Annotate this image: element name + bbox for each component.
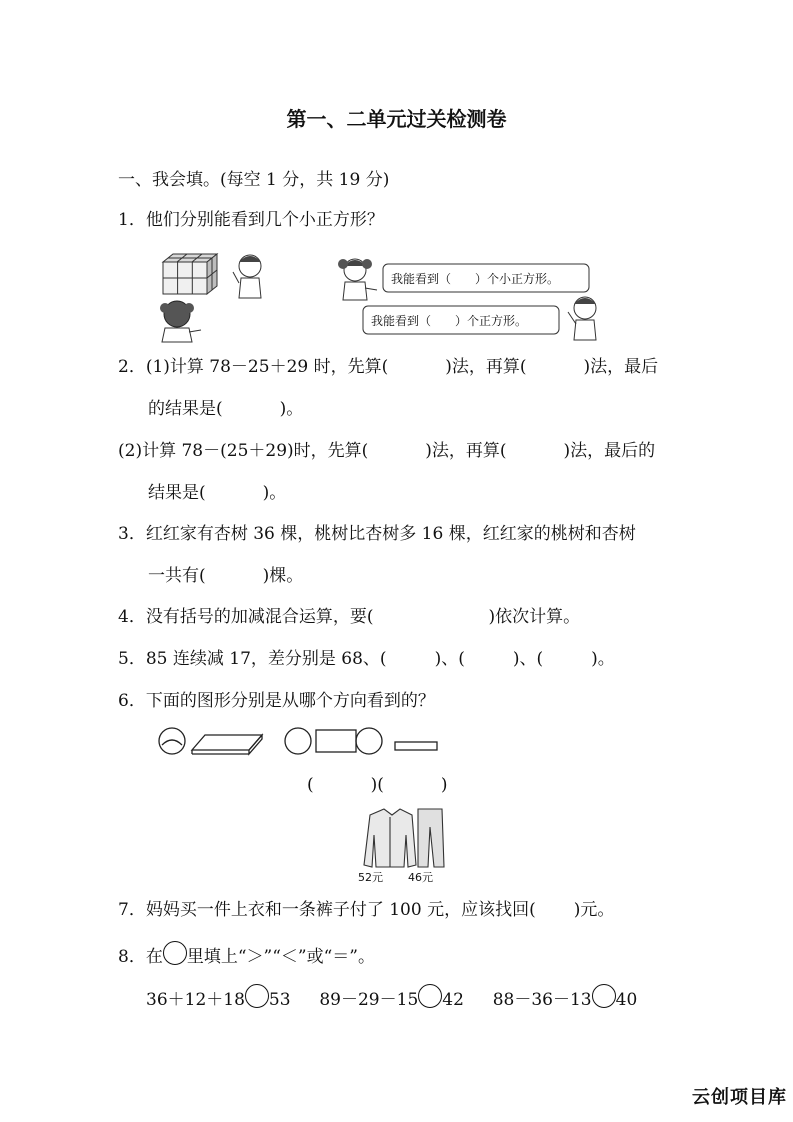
coat-price-label: 52元 xyxy=(358,871,383,884)
answer-circle[interactable] xyxy=(163,941,187,965)
q1-text: 1．他们分别能看到几个小正方形？ xyxy=(118,210,384,230)
q2-part2-line1: (2)计算 78－(25＋29)时，先算( )法，再算( )法，最后的 xyxy=(118,441,656,461)
view-shape-set-2 xyxy=(285,728,437,754)
watermark-text: 云创项目库 xyxy=(692,1087,787,1108)
answer-circle[interactable] xyxy=(418,984,442,1008)
girl-figure-1 xyxy=(160,301,201,342)
q1-illustration xyxy=(155,250,715,345)
q6-answer-parens: ( )( ) xyxy=(307,775,448,795)
pants-price-label: 46元 xyxy=(408,871,433,884)
clothing-illustration xyxy=(350,805,450,885)
q3-line1: 3．红红家有杏树 36 棵，桃树比杏树多 16 棵，红红家的桃树和杏树 xyxy=(118,524,636,544)
cube-stack-figure xyxy=(163,254,217,294)
q8-expr-1: 36＋12＋18 53 xyxy=(146,990,296,1010)
q4-text: 4．没有括号的加减混合运算，要( )依次计算。 xyxy=(118,607,581,627)
q8-text: 8．在 里填上“＞”“＜”或“＝”。 xyxy=(118,941,375,969)
boy-figure-2 xyxy=(568,297,596,340)
q2-part1-line2: 的结果是( )。 xyxy=(148,399,304,419)
answer-circle[interactable] xyxy=(592,984,616,1008)
q6-shapes xyxy=(150,725,450,760)
q2-part1-line1: 2．(1)计算 78－25＋29 时，先算( )法，再算( )法，最后 xyxy=(118,357,659,377)
q2-part2-line2: 结果是( )。 xyxy=(148,483,287,503)
boy-figure-1 xyxy=(233,255,261,298)
answer-circle[interactable] xyxy=(245,984,269,1008)
svg-text:我能看到（ ）个小正方形。: 我能看到（ ）个小正方形。 xyxy=(391,272,560,286)
q6-text: 6．下面的图形分别是从哪个方向看到的？ xyxy=(118,691,435,711)
speech-bubble-1 xyxy=(383,264,589,292)
q5-text: 5．85 连续减 17，差分别是 68、( )、( )、( )。 xyxy=(118,649,615,669)
page-title: 第一、二单元过关检测卷 xyxy=(286,107,507,131)
q7-text: 7．妈妈买一件上衣和一条裤子付了 100 元，应该找回( )元。 xyxy=(118,900,615,920)
girl-figure-2 xyxy=(338,259,377,300)
q8-expr-3: 88－36－13 40 xyxy=(493,990,638,1010)
section-heading: 一、我会填。(每空 1 分，共 19 分) xyxy=(118,170,390,190)
q3-line2: 一共有( )棵。 xyxy=(148,566,304,586)
speech-bubble-2 xyxy=(363,306,559,334)
q8-expr-2: 89－29－15 42 xyxy=(319,990,469,1010)
view-shape-set-1 xyxy=(159,728,262,754)
pants-image xyxy=(418,809,444,867)
jacket-image xyxy=(364,809,416,867)
svg-text:我能看到（ ）个正方形。: 我能看到（ ）个正方形。 xyxy=(371,314,528,328)
q8-expressions xyxy=(146,984,637,1012)
